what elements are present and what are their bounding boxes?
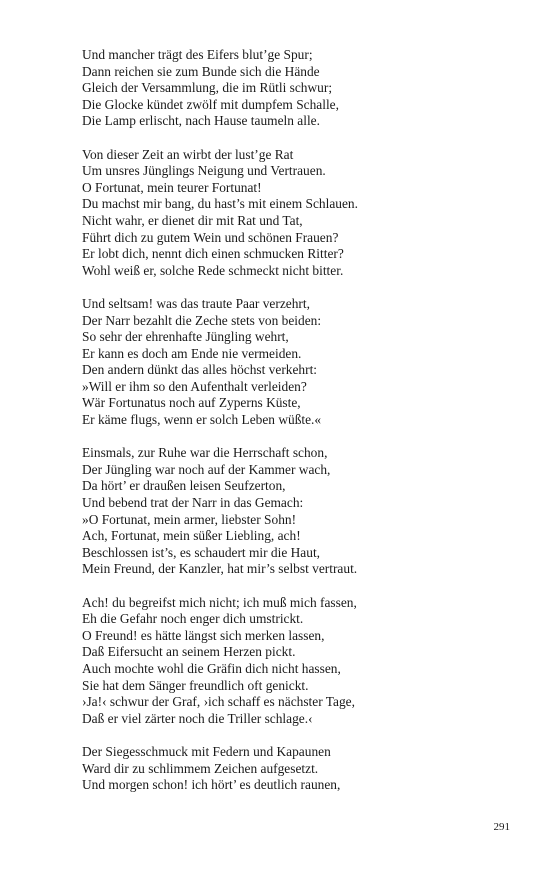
verse-line: So sehr der ehrenhafte Jüngling wehrt, (82, 329, 289, 345)
verse-line: O Fortunat, mein teurer Fortunat! (82, 179, 262, 195)
verse-line: Die Glocke kündet zwölf mit dumpfem Schalle, (82, 96, 339, 112)
verse-line: Mein Freund, der Kanzler, hat mir’s selbst vertraut. (82, 561, 358, 577)
verse-line: Ward dir zu schlimmem Zeichen aufgesetzt. (82, 760, 319, 776)
stanza-2 (82, 147, 522, 280)
verse-line: Da hört’ er draußen leisen Seufzerton, (82, 478, 286, 494)
verse-line: Beschlossen ist’s, es schaudert mir die Haut, (82, 544, 321, 560)
verse-line: Und morgen schon! ich hört’ es deutlich raunen, (82, 777, 341, 793)
verse-line: Eh die Gefahr noch enger dich umstrickt. (82, 611, 304, 627)
verse-line: Daß er viel zärter noch die Triller schlage.‹ (82, 710, 313, 726)
verse-line: Sie hat dem Sänger freundlich oft genickt. (82, 677, 309, 693)
verse-line: Und seltsam! was das traute Paar verzehrt, (82, 295, 310, 311)
verse-line: Der Jüngling war noch auf der Kammer wach, (82, 461, 331, 477)
page-number: 291 (493, 821, 510, 833)
verse-line: O Freund! es hätte längst sich merken lassen, (82, 627, 325, 643)
verse-line: Einsmals, zur Ruhe war die Herrschaft schon, (82, 445, 328, 461)
verse-line: ›Ja!‹ schwur der Graf, ›ich schaff es nächster Tage, (82, 694, 355, 710)
stanza-4 (82, 445, 522, 578)
stanza-5 (82, 595, 522, 728)
verse-line: Er kann es doch am Ende nie vermeiden. (82, 345, 302, 361)
verse-line: Wohl weiß er, solche Rede schmeckt nicht bitter. (82, 262, 344, 278)
verse-line: Und bebend trat der Narr in das Gemach: (82, 495, 304, 511)
verse-line: Ach! du begreifst mich nicht; ich muß mich fassen, (82, 594, 357, 610)
poem-text (82, 47, 522, 810)
verse-line: Nicht wahr, er dienet dir mit Rat und Tat, (82, 212, 303, 228)
stanza-6 (82, 744, 522, 794)
verse-line: Von dieser Zeit an wirbt der lust’ge Rat (82, 146, 294, 162)
verse-line: »Will er ihm so den Aufenthalt verleiden? (82, 378, 307, 394)
verse-line: Wär Fortunatus noch auf Zyperns Küste, (82, 395, 301, 411)
verse-line: »O Fortunat, mein armer, liebster Sohn! (82, 511, 297, 527)
verse-line: Dann reichen sie zum Bunde sich die Hände (82, 63, 320, 79)
verse-line: Er lobt dich, nennt dich einen schmucken Ritter? (82, 246, 344, 262)
verse-line: Daß Eifersucht an seinem Herzen pickt. (82, 644, 296, 660)
verse-line: Auch mochte wohl die Gräfin dich nicht hassen, (82, 660, 341, 676)
verse-line: Den andern dünkt das alles höchst verkehrt: (82, 362, 318, 378)
stanza-1 (82, 47, 522, 130)
verse-line: Er käme flugs, wenn er solch Leben wüßte.« (82, 412, 322, 428)
verse-line: Die Lamp erlischt, nach Hause taumeln alle. (82, 113, 320, 129)
verse-line: Um unsres Jünglings Neigung und Vertrauen. (82, 163, 326, 179)
verse-line: Und mancher trägt des Eifers blut’ge Spur; (82, 47, 313, 62)
verse-line: Der Narr bezahlt die Zeche stets von beiden: (82, 312, 322, 328)
verse-line: Du machst mir bang, du hast’s mit einem Schlauen. (82, 196, 358, 212)
verse-line: Ach, Fortunat, mein süßer Liebling, ach! (82, 528, 301, 544)
verse-line: Der Siegesschmuck mit Federn und Kapaunen (82, 743, 331, 759)
verse-line: Gleich der Versammlung, die im Rütli schwur; (82, 80, 333, 96)
stanza-3 (82, 296, 522, 429)
verse-line: Führt dich zu gutem Wein und schönen Frauen? (82, 229, 339, 245)
